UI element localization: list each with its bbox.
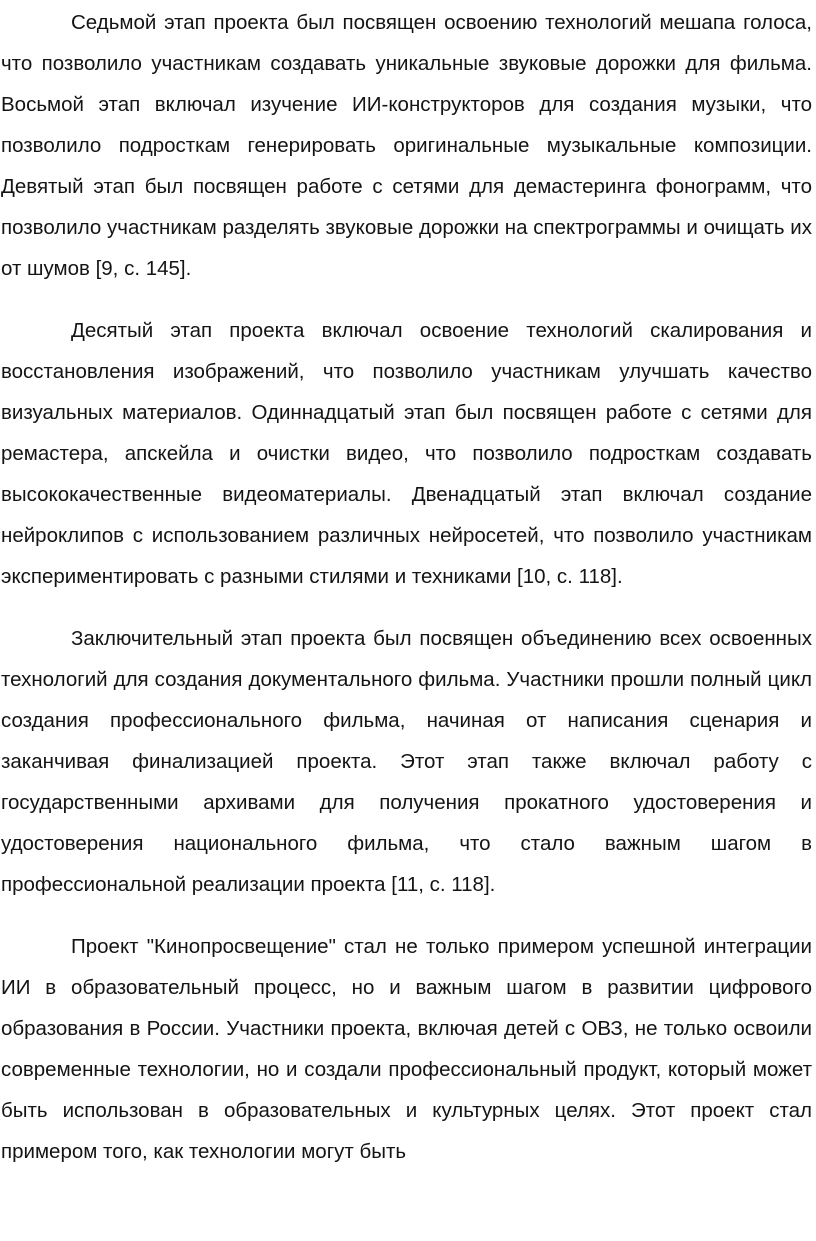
- document-page: [1, 0, 812, 1241]
- paragraph-project-summary: Проект "Кинопросвещение" стал не только примером успешной интеграции ИИ в образовательный процесс, но и важным шагом в развитии цифрового образования в России. Участники проекта, включая детей с ОВЗ, не только освоили современные технологии, но и создали профессиональный продукт, который может быть использован в образовательных и культурных целях. Этот проект стал примером того, как технологии могут быть: [1, 935, 812, 1163]
- paragraph-final-stage: Заключительный этап проекта был посвящен объединению всех освоенных технологий для создания документального фильма. Участники прошли полный цикл создания профессионального фильма, начиная от написания сценария и заканчивая финализацией проекта. Этот этап также включал работу с государственными архивами для получения прокатного удостоверения и удостоверения национального фильма, что стало важным шагом в профессиональной реализации проекта [11, с. 118].: [1, 627, 812, 896]
- paragraph-stages-seven-to-nine: Седьмой этап проекта был посвящен освоению технологий мешапа голоса, что позволило участникам создавать уникальные звуковые дорожки для фильма. Восьмой этап включал изучение ИИ-конструкторов для создания музыки, что позволило подросткам генерировать оригинальные музыкальные композиции. Девятый этап был посвящен работе с сетями для демастеринга фонограмм, что позволило участникам разделять звуковые дорожки на спектрограммы и очищать их от шумов [9, с. 145].: [1, 11, 812, 280]
- paragraph-stages-ten-to-twelve: Десятый этап проекта включал освоение технологий скалирования и восстановления изображений, что позволило участникам улучшать качество визуальных материалов. Одиннадцатый этап был посвящен работе с сетями для ремастера, апскейла и очистки видео, что позволило подросткам создавать высококачественные видеоматериалы. Двенадцатый этап включал создание нейроклипов с использованием различных нейросетей, что позволило участникам экспериментировать с разными стилями и техниками [10, с. 118].: [1, 319, 812, 588]
